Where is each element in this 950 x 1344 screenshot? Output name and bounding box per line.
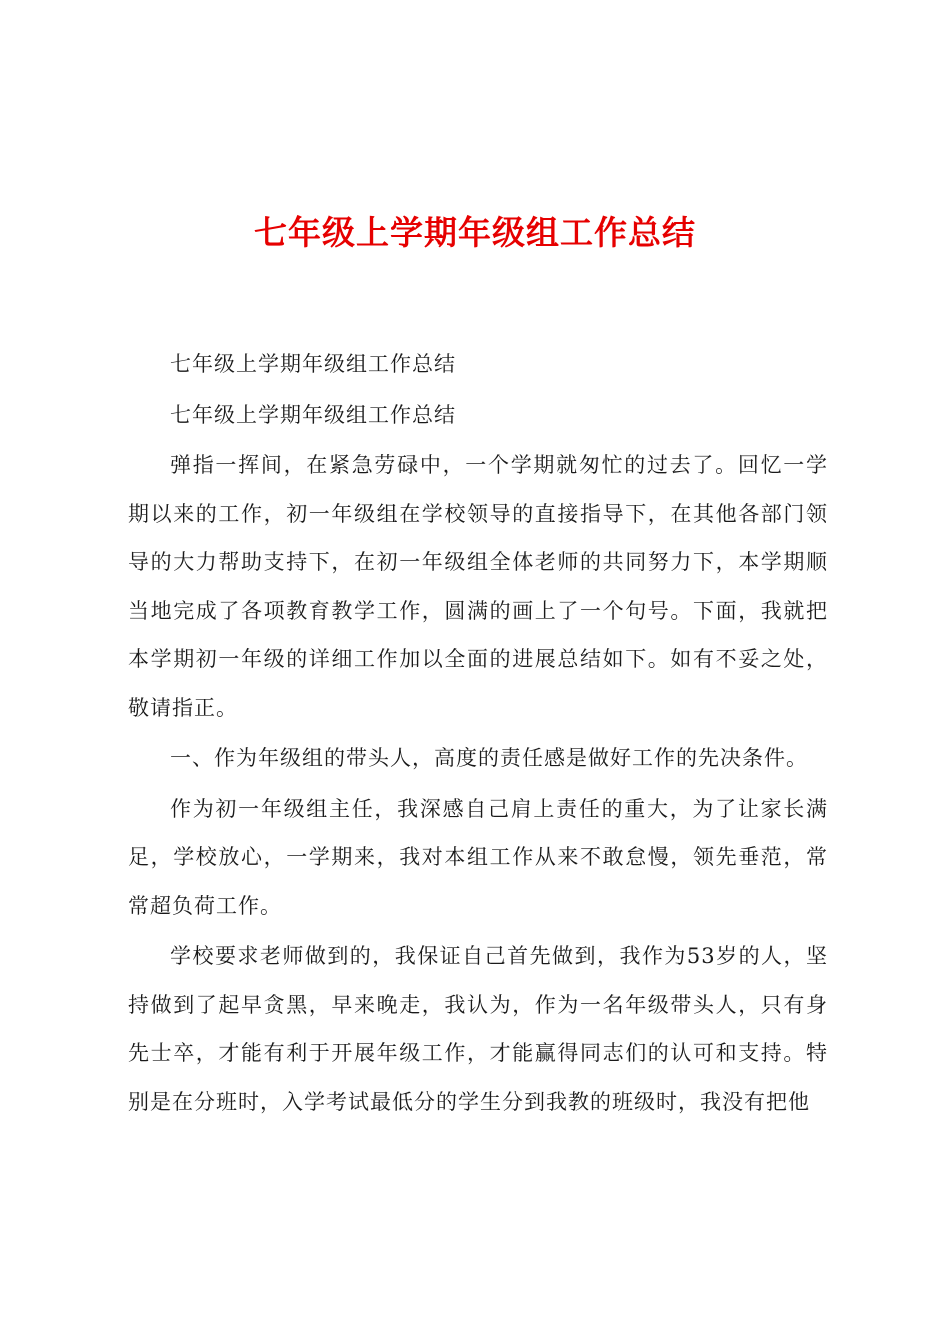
document-title: 七年级上学期年级组工作总结 [254,213,696,252]
document-body [128,340,828,1128]
section-heading-1: 一、作为年级组的带头人，高度的责任感是做好工作的先决条件。 [170,746,808,770]
paragraph-intro: 弹指一挥间，在紧急劳碌中，一个学期就匆忙的过去了。回忆一学期以来的工作，初一年级组在学校领导的直接指导下，在其他各部门领导的大力帮助支持下，在初一年级组全体老师的共同努力下，本学期顺当地完成了各项教育教学工作，圆满的画上了一个句号。下面，我就把本学期初一年级的详细工作加以全面的进展总结如下。如有不妥之处，敬请指正。 [128,453,828,720]
paragraph-subtitle-2: 七年级上学期年级组工作总结 [170,402,456,427]
paragraph-responsibility: 作为初一年级组主任，我深感自己肩上责任的重大，为了让家长满足，学校放心，一学期来，我对本组工作从来不敢怠慢，领先垂范，常常超负荷工作。 [128,796,828,918]
paragraph-subtitle-1: 七年级上学期年级组工作总结 [170,352,456,376]
paragraph-example: 学校要求老师做到的，我保证自己首先做到，我作为53岁的人，坚持做到了起早贪黑，早来晚走，我认为，作为一名年级带头人，只有身先士卒，才能有利于开展年级工作，才能赢得同志们的认可和支持。特别是在分班时，入学考试最低分的学生分到我教的班级时，我没有把他 [128,944,828,1114]
